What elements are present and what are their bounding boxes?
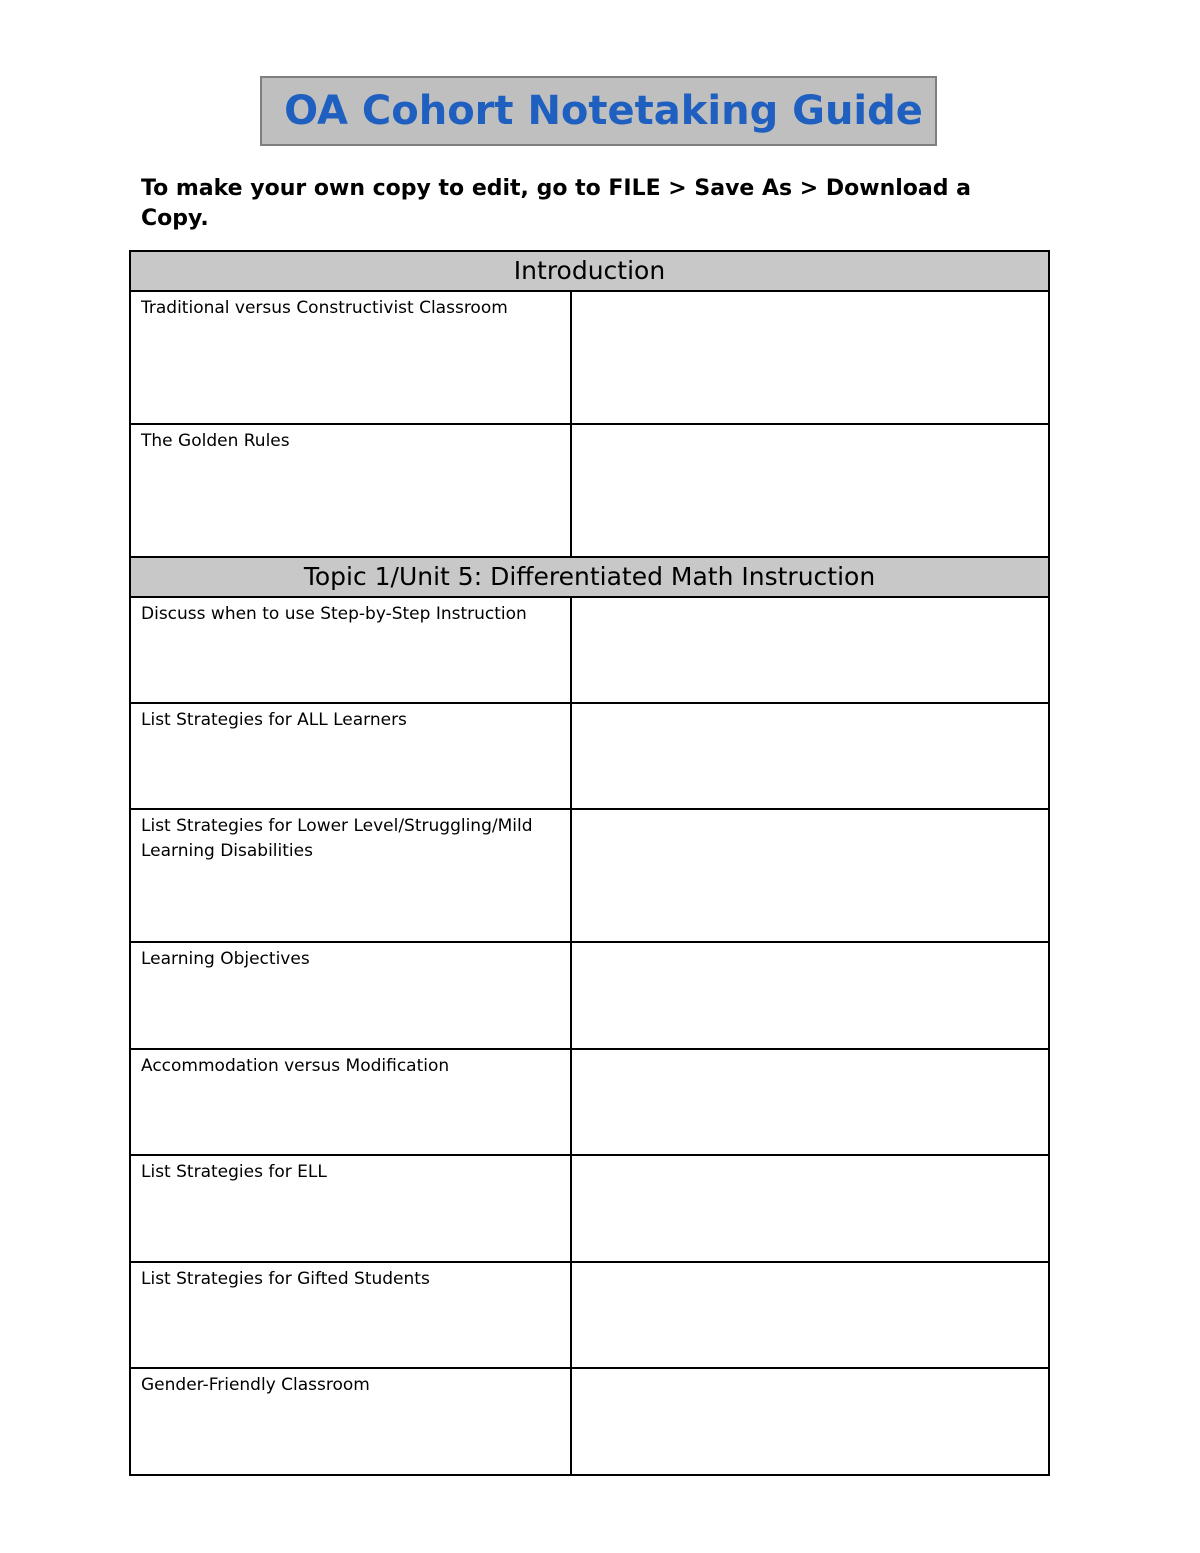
document-title: OA Cohort Notetaking Guide [284, 88, 923, 134]
row-label: Accommodation versus Modification [130, 1049, 571, 1155]
notes-cell[interactable] [571, 703, 1049, 809]
table-row [130, 703, 1049, 809]
table-row [130, 291, 1049, 424]
notes-cell[interactable] [571, 597, 1049, 703]
row-label: List Strategies for ALL Learners [130, 703, 571, 809]
row-label: Gender-Friendly Classroom [130, 1368, 571, 1475]
row-label: List Strategies for Gifted Students [130, 1262, 571, 1368]
row-label: List Strategies for Lower Level/Struggling/Mild Learning Disabilities [130, 809, 571, 942]
row-label: The Golden Rules [130, 424, 571, 557]
notes-cell[interactable] [571, 1262, 1049, 1368]
row-label: Discuss when to use Step-by-Step Instruction [130, 597, 571, 703]
table-row [130, 809, 1049, 942]
notetaking-table [129, 250, 1050, 1476]
section-header-row [130, 251, 1049, 291]
notes-cell[interactable] [571, 1049, 1049, 1155]
row-label: Traditional versus Constructivist Classroom [130, 291, 571, 424]
row-label: List Strategies for ELL [130, 1155, 571, 1262]
row-label: Learning Objectives [130, 942, 571, 1049]
table-row [130, 1049, 1049, 1155]
document-title-box [260, 76, 937, 146]
section-header-row [130, 557, 1049, 597]
notes-cell[interactable] [571, 1368, 1049, 1475]
notes-cell[interactable] [571, 809, 1049, 942]
notes-cell[interactable] [571, 942, 1049, 1049]
table-row [130, 1155, 1049, 1262]
section-heading-topic-1: Topic 1/Unit 5: Differentiated Math Instruction [130, 557, 1049, 597]
notes-cell[interactable] [571, 424, 1049, 557]
section-heading-introduction: Introduction [130, 251, 1049, 291]
copy-instructions: To make your own copy to edit, go to FILE > Save As > Download a Copy. [141, 176, 971, 231]
table-row [130, 1368, 1049, 1475]
notes-cell[interactable] [571, 1155, 1049, 1262]
table-row [130, 424, 1049, 557]
table-row [130, 1262, 1049, 1368]
notes-cell[interactable] [571, 291, 1049, 424]
table-row [130, 597, 1049, 703]
table-row [130, 942, 1049, 1049]
